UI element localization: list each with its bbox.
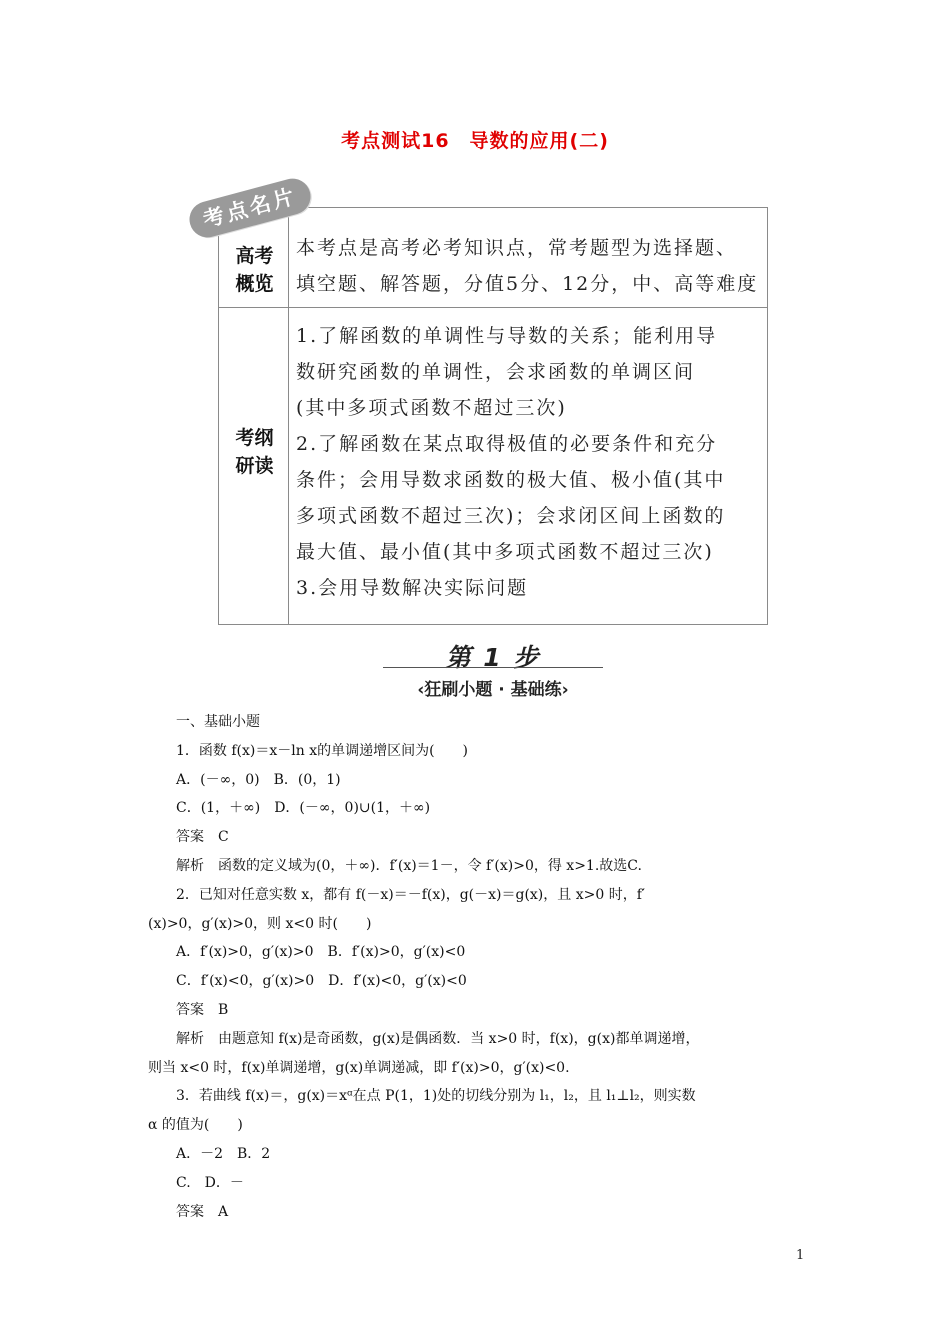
step-divider xyxy=(383,667,603,668)
question-2-answer: 答案 B xyxy=(176,1001,229,1018)
question-1: 1．函数 f(x)＝x－ln x的单调递增区间为( ) xyxy=(176,742,469,759)
step-header xyxy=(383,638,603,674)
question-1-options-cd: C．(1，＋∞) D．(－∞，0)∪(1，＋∞) xyxy=(176,800,431,817)
question-1-options-ab: A．(－∞，0) B．(0，1) xyxy=(176,771,341,788)
question-2-analysis-cont: 则当 x<0 时，f(x)单调递增，g(x)单调递减，即 f′(x)>0，g′(x)<0. xyxy=(148,1059,570,1076)
question-3-options-ab: A．－2 B．2 xyxy=(176,1145,271,1162)
row2-label xyxy=(220,424,289,480)
card-row-divider xyxy=(219,307,767,308)
row1-line: 填空题、解答题，分值5分、12分，中、高等难度 xyxy=(296,273,759,295)
section-heading: 一、基础小题 xyxy=(176,714,260,730)
page-title: 考点测试16 导数的应用(二) xyxy=(341,130,609,152)
row2-line: 3.会用导数解决实际问题 xyxy=(296,577,529,599)
question-3-options-cd: C. D．－ xyxy=(176,1174,244,1191)
row2-line: 条件；会用导数求函数的极大值、极小值(其中 xyxy=(296,469,726,491)
row2-line: 2.了解函数在某点取得极值的必要条件和充分 xyxy=(296,433,718,455)
row1-line: 本考点是高考必考知识点，常考题型为选择题、 xyxy=(296,237,738,259)
question-2-analysis: 解析 由题意知 f(x)是奇函数，g(x)是偶函数．当 x>0 时，f(x)，g(x)都单调递增， xyxy=(176,1030,700,1047)
question-3-answer: 答案 A xyxy=(176,1203,229,1220)
row2-line: (其中多项式函数不超过三次) xyxy=(296,397,567,419)
step-label: 第 1 步 xyxy=(445,643,541,672)
row2-label-line: 研读 xyxy=(235,455,274,477)
row2-content xyxy=(296,318,725,606)
question-1-answer: 答案 C xyxy=(176,829,229,846)
row2-line: 数研究函数的单调性，会求函数的单调区间 xyxy=(296,361,696,383)
question-2-cont: (x)>0，g′(x)>0，则 x<0 时( ) xyxy=(148,915,372,932)
row2-line: 最大值、最小值(其中多项式函数不超过三次) xyxy=(296,541,714,563)
question-2-options-cd: C．f′(x)<0，g′(x)>0 D．f′(x)<0，g′(x)<0 xyxy=(176,973,467,990)
exam-badge: 考点名片 xyxy=(185,175,314,242)
row2-line: 1.了解函数的单调性与导数的关系；能利用导 xyxy=(296,325,718,347)
question-2-options-ab: A．f′(x)>0，g′(x)>0 B．f′(x)>0，g′(x)<0 xyxy=(176,944,466,961)
question-3-cont: α 的值为( ) xyxy=(148,1117,243,1134)
question-3: 3．若曲线 f(x)＝，g(x)＝xᵅ在点 P(1，1)处的切线分别为 l₁，l₂，且 l₁⊥l₂，则实数 xyxy=(176,1088,696,1105)
page-number: 1 xyxy=(796,1248,805,1263)
row1-label-line: 概览 xyxy=(235,273,274,295)
row2-label-line: 考纲 xyxy=(235,427,274,449)
question-2: 2．已知对任意实数 x，都有 f(－x)＝－f(x)，g(－x)＝g(x)，且 x>0 时，f′ xyxy=(176,886,646,903)
row2-line: 多项式函数不超过三次)；会求闭区间上函数的 xyxy=(296,505,726,527)
row1-label-line: 高考 xyxy=(235,245,274,267)
step-subtitle: ‹狂刷小题 · 基础练› xyxy=(417,680,569,700)
exercise-body xyxy=(148,708,808,1226)
row1-content xyxy=(296,230,758,302)
question-1-analysis: 解析 函数的定义域为(0，＋∞)．f′(x)＝1－，令 f′(x)>0，得 x>1.故选C. xyxy=(176,857,642,874)
row1-label xyxy=(220,242,289,298)
